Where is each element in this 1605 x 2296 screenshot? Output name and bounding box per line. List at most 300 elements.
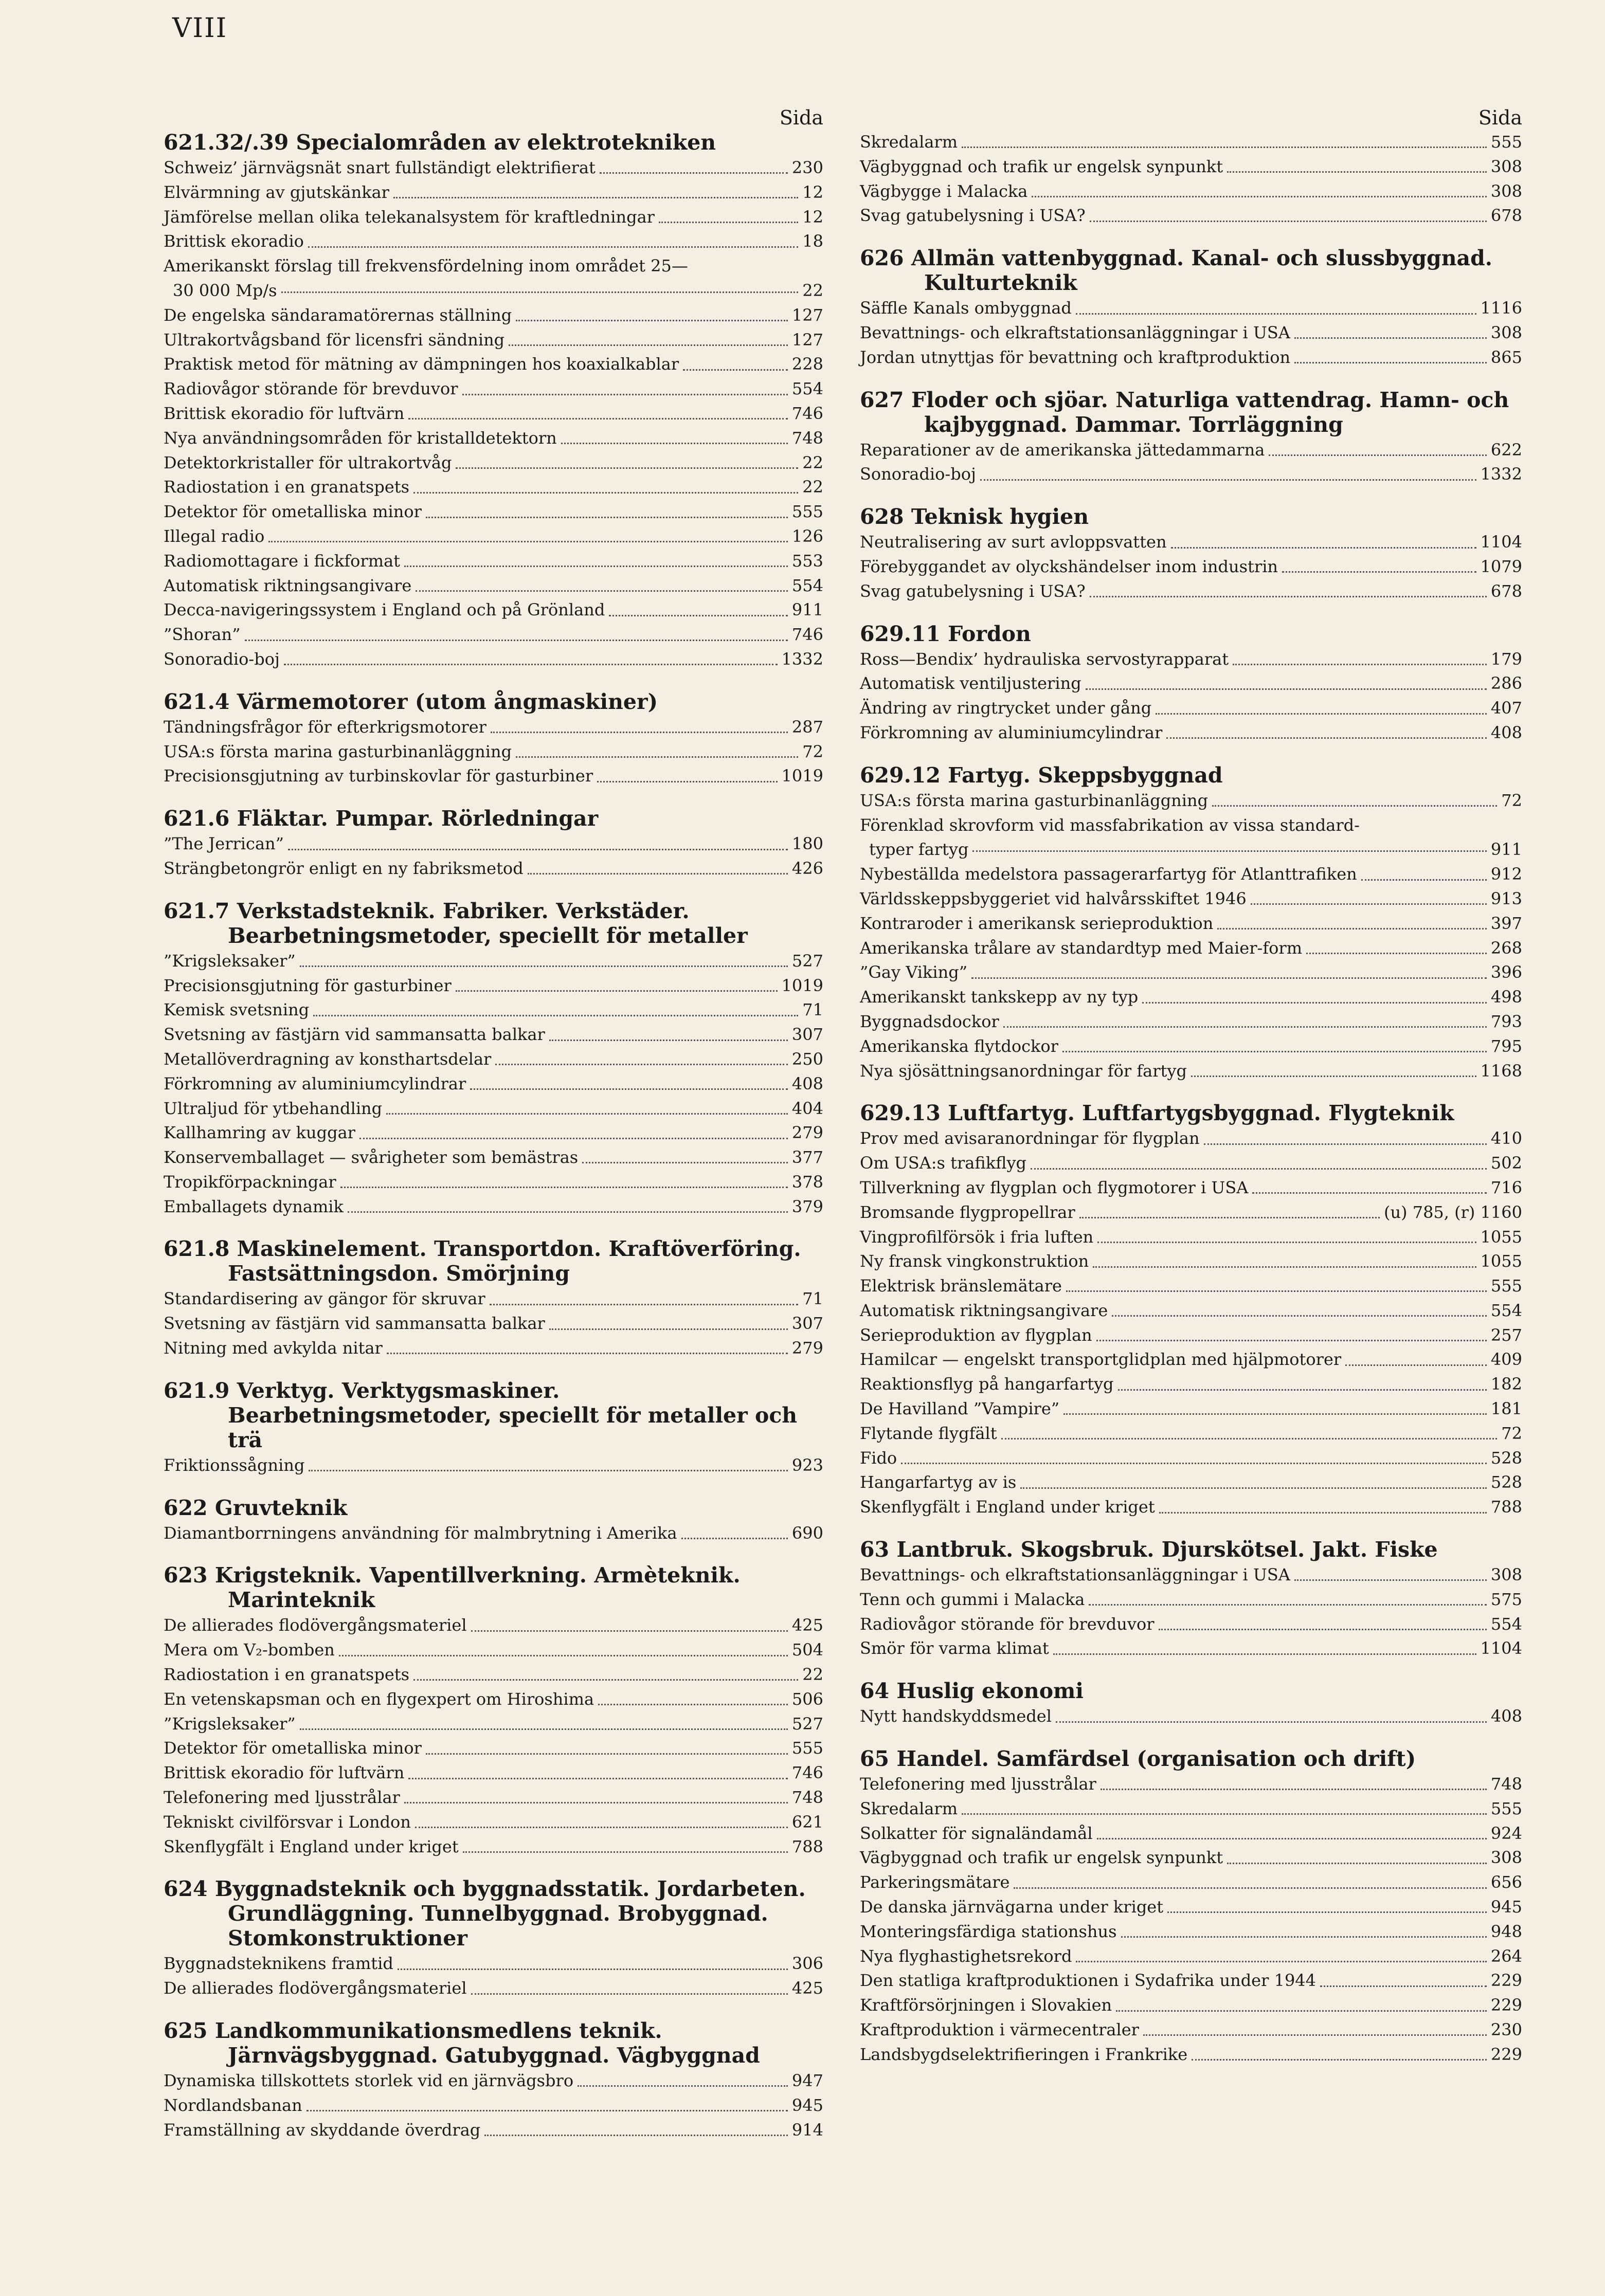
entry-title: Förenklad skrovform vid massfabrikation av vissa standard-: [860, 815, 1360, 835]
leader-dots: [1076, 313, 1476, 315]
index-section: [860, 504, 1522, 604]
leader-dots: [398, 1969, 788, 1970]
leader-dots: [413, 1679, 798, 1681]
index-entry: [164, 1145, 823, 1170]
entry-title: Reparationer av de amerikanska jättedammarna: [860, 440, 1265, 460]
entry-title: Svetsning av fästjärn vid sammansatta balkar: [164, 1314, 545, 1334]
index-section: [164, 806, 823, 881]
index-entry: [860, 1563, 1522, 1588]
leader-dots: [528, 873, 788, 874]
entry-title: Ändring av ringtrycket under gång: [860, 698, 1152, 718]
index-entry: [164, 1336, 823, 1361]
index-entry: [860, 1612, 1522, 1637]
leader-dots: [386, 1113, 788, 1115]
entry-title: Precisionsgjutning för gasturbiner: [164, 975, 452, 995]
leader-dots: [288, 849, 788, 850]
entry-title: Den statliga kraftproduktionen i Sydafrika under 1944: [860, 1971, 1317, 1991]
section-heading: 621.4 Värmemotorer (utom ångmaskiner): [164, 689, 658, 714]
index-entry: [164, 156, 823, 180]
leader-dots: [1020, 1487, 1487, 1489]
index-section: [860, 1537, 1522, 1661]
entry-title: Om USA:s trafikflyg: [860, 1153, 1026, 1173]
entry-page-number: 498: [1490, 987, 1522, 1007]
entry-title: Radiovågor störande för brevduvor: [164, 379, 458, 399]
index-entry: [860, 462, 1522, 487]
index-entry: [164, 1047, 823, 1072]
entry-page-number: 127: [791, 305, 823, 325]
leader-dots: [980, 479, 1476, 481]
leader-dots: [1217, 928, 1487, 930]
entry-title: Tropikförpackningar: [164, 1172, 336, 1192]
leader-dots: [1096, 1340, 1487, 1341]
entry-page-number: 229: [1490, 1971, 1522, 1991]
leader-dots: [470, 1088, 788, 1090]
index-entry: [860, 1797, 1522, 1821]
leader-dots: [1066, 1290, 1487, 1292]
section-heading: 621.7 Verkstadsteknik. Fabriker. Verkstäder. Bearbetningsmetoder, speciellt för metaller: [164, 898, 748, 948]
leader-dots: [1227, 171, 1487, 173]
entry-title: Svag gatubelysning i USA?: [860, 581, 1086, 601]
entry-title: Förebyggandet av olyckshändelser inom industrin: [860, 556, 1278, 576]
leader-dots: [1014, 1887, 1486, 1889]
index-entry: [860, 204, 1522, 228]
entry-title: De allierades flodövergångsmateriel: [164, 1978, 467, 1998]
entry-title: Bevattnings- och elkraftstationsanläggningar i USA: [860, 322, 1290, 342]
index-entry: [164, 229, 823, 254]
entry-title: Vägbyggnad och trafik ur engelsk synpunkt: [860, 1848, 1223, 1868]
leader-dots: [659, 222, 798, 223]
entry-title: Telefonering med ljusstrålar: [860, 1774, 1096, 1794]
index-entry: [860, 1200, 1522, 1225]
index-entry: [164, 524, 823, 549]
entry-title: Metallöverdragning av konsthartsdelar: [164, 1049, 492, 1069]
entry-title: Strängbetongrör enligt en ny fabriksmetod: [164, 858, 524, 878]
index-entry: [860, 1422, 1522, 1446]
entry-page-number: 554: [1490, 1300, 1522, 1320]
entry-page-number: 746: [791, 403, 823, 423]
entry-page-number: 912: [1490, 864, 1522, 884]
index-section: [164, 1378, 823, 1478]
entry-title: ”Krigsleksaker”: [164, 951, 296, 971]
leader-dots: [490, 1304, 799, 1305]
entry-page-number: 250: [791, 1049, 823, 1069]
leader-dots: [1097, 1838, 1487, 1839]
entry-page-number: 678: [1490, 581, 1522, 601]
leader-dots: [1089, 1604, 1487, 1606]
index-entry: [860, 2043, 1522, 2067]
section-heading: 63 Lantbruk. Skogsbruk. Djurskötsel. Jakt. Fiske: [860, 1537, 1438, 1562]
leader-dots: [962, 147, 1487, 148]
index-entry: [860, 1846, 1522, 1870]
entry-page-number: 307: [791, 1025, 823, 1045]
entry-page-number: 504: [791, 1640, 823, 1660]
leader-dots: [1076, 1961, 1487, 1962]
section-heading: 621.8 Maskinelement. Transportdon. Kraftöverföring. Fastsättningsdon. Smörjning: [164, 1236, 801, 1286]
entry-title: Nya flyghastighetsrekord: [860, 1946, 1072, 1966]
entry-page-number: 923: [791, 1455, 823, 1475]
entry-page-number: 182: [1490, 1374, 1522, 1394]
index-entry: [164, 1835, 823, 1860]
entry-page-number: 924: [1490, 1823, 1522, 1843]
leader-dots: [1032, 196, 1487, 197]
right-sections: [860, 130, 1522, 2067]
index-entry: [164, 500, 823, 524]
leader-dots: [416, 590, 788, 592]
entry-title: Ultrakortvågsband för licensfri sändning: [164, 330, 505, 350]
leader-dots: [462, 394, 788, 395]
entry-title: USA:s första marina gasturbinanläggning: [860, 790, 1209, 810]
leader-dots: [1361, 879, 1487, 881]
entry-page-number: 230: [1490, 2020, 1522, 2040]
index-entry: [860, 530, 1522, 555]
index-entry: [860, 1034, 1522, 1059]
entry-page-number: 746: [791, 625, 823, 645]
entry-page-number: 788: [1490, 1497, 1522, 1517]
index-entry: [860, 345, 1522, 370]
entry-page-number: 678: [1490, 206, 1522, 226]
leader-dots: [408, 418, 788, 420]
section-heading: 65 Handel. Samfärdsel (organisation och drift): [860, 1746, 1416, 1772]
leader-dots: [245, 640, 788, 641]
leader-dots: [1142, 1002, 1487, 1004]
entry-page-number: 426: [791, 858, 823, 878]
leader-dots: [549, 1328, 788, 1330]
entry-page-number: 409: [1490, 1350, 1522, 1370]
entry-page-number: 502: [1490, 1153, 1522, 1173]
entry-title: Amerikanska trålare av standardtyp med Maier-form: [860, 938, 1303, 958]
entry-page-number: 22: [802, 477, 823, 497]
entry-page-number: 229: [1490, 1995, 1522, 2015]
leader-dots: [1212, 805, 1497, 807]
entry-title: Vägbygge i Malacka: [860, 181, 1028, 201]
index-entry: [860, 696, 1522, 721]
leader-dots: [415, 1827, 788, 1828]
section-heading: 623 Krigsteknik. Vapentillverkning. Armèteknik. Marinteknik: [164, 1563, 741, 1613]
leader-dots: [962, 1813, 1487, 1815]
entry-title: De Havilland ”Vampire”: [860, 1399, 1060, 1419]
leader-dots: [1159, 1629, 1487, 1630]
entry-page-number: 748: [1490, 1774, 1522, 1794]
index-entry: [860, 1993, 1522, 2018]
entry-page-number: 1104: [1480, 532, 1522, 552]
leader-dots: [1191, 1076, 1476, 1077]
index-entry: [164, 857, 823, 881]
leader-dots: [681, 1538, 788, 1539]
leader-dots: [1063, 1413, 1487, 1415]
index-entry: [860, 2018, 1522, 2043]
entry-page-number: 425: [791, 1615, 823, 1635]
entry-title: Radiostation i en granatspets: [164, 477, 410, 497]
entry-page-number: 746: [791, 1763, 823, 1783]
leader-dots: [456, 990, 778, 992]
leader-dots: [1294, 337, 1487, 339]
entry-title: Elektrisk bränslemätare: [860, 1276, 1062, 1296]
entry-title: Kemisk svetsning: [164, 1000, 310, 1020]
entry-page-number: 555: [791, 502, 823, 522]
entry-page-number: 229: [1490, 2044, 1522, 2064]
leader-dots: [1121, 1936, 1487, 1938]
leader-dots: [1159, 1512, 1487, 1514]
index-entry: [860, 1397, 1522, 1422]
entry-title: Brittisk ekoradio för luftvärn: [164, 403, 405, 423]
leader-dots: [1093, 1266, 1476, 1268]
section-heading: 625 Landkommunikationsmedlens teknik. Järnvägsbyggnad. Gatubyggnad. Vägbyggnad: [164, 2018, 760, 2068]
entry-title: Decca-navigeringssystem i England och på Grönland: [164, 600, 605, 620]
index-entry: [860, 555, 1522, 579]
leader-dots: [1269, 454, 1487, 456]
leader-dots: [1062, 1051, 1487, 1052]
entry-page-number: 945: [1490, 1897, 1522, 1917]
leader-dots: [426, 1753, 788, 1755]
entry-title: ”The Jerrican”: [164, 834, 284, 854]
index-entry: [860, 1588, 1522, 1612]
index-entry: [164, 303, 823, 328]
entry-title: Tenn och gummi i Malacka: [860, 1589, 1085, 1609]
index-entry: [860, 721, 1522, 745]
index-entry: [860, 789, 1522, 813]
index-entry: [860, 647, 1522, 672]
leader-dots: [549, 1040, 788, 1041]
entry-title: Nybeställda medelstora passagerarfartyg för Atlanttrafiken: [860, 864, 1357, 884]
entry-title: Reaktionsflyg på hangarfartyg: [860, 1374, 1114, 1394]
index-entry: [860, 1969, 1522, 1993]
left-column: [164, 105, 823, 2142]
entry-page-number: 404: [791, 1098, 823, 1118]
entry-title: Nytt handskyddsmedel: [860, 1706, 1052, 1726]
leader-dots: [404, 566, 788, 567]
entry-page-number: 911: [791, 600, 823, 620]
leader-dots: [495, 1064, 788, 1065]
index-entry: [860, 579, 1522, 604]
entry-title: Detektor för ometalliska minor: [164, 1738, 422, 1758]
leader-dots: [1171, 547, 1476, 549]
entry-title: Nitning med avkylda nitar: [164, 1338, 383, 1358]
entry-title: Telefonering med ljusstrålar: [164, 1788, 400, 1808]
entry-page-number: 1332: [1480, 464, 1522, 484]
index-entry: [860, 438, 1522, 463]
sida-label: Sida: [1478, 106, 1522, 129]
index-entry: [164, 377, 823, 402]
entry-title: Ross—Bendix’ hydrauliska servostyrapparat: [860, 649, 1229, 669]
leader-dots: [578, 2085, 788, 2087]
entry-page-number: 1332: [781, 649, 823, 669]
entry-page-number: 506: [791, 1689, 823, 1709]
entry-title: Flytande flygfält: [860, 1423, 997, 1443]
entry-title: Jämförelse mellan olika telekanalsystem för kraftledningar: [164, 207, 655, 227]
entry-title: Bevattnings- och elkraftstationsanläggningar i USA: [860, 1565, 1290, 1585]
index-entry: [860, 1249, 1522, 1274]
leader-dots: [683, 369, 788, 371]
index-entry: [860, 1323, 1522, 1348]
index-section: [164, 1496, 823, 1546]
entry-title: Skredalarm: [860, 1798, 958, 1818]
entry-page-number: (u) 785, (r) 1160: [1383, 1202, 1522, 1222]
index-entry: [164, 1736, 823, 1761]
index-entry: [860, 1495, 1522, 1520]
entry-page-number: 527: [791, 951, 823, 971]
leader-dots: [471, 1993, 788, 1995]
index-entry: [860, 1470, 1522, 1495]
entry-title: Tekniskt civilförsvar i London: [164, 1812, 411, 1832]
leader-dots: [1143, 2034, 1487, 2036]
entry-page-number: 71: [802, 1289, 823, 1309]
leader-dots: [1031, 1168, 1487, 1170]
entry-title: Radiomottagare i fickformat: [164, 551, 401, 571]
entry-title: Konservemballaget — svårigheter som bemästras: [164, 1147, 579, 1168]
index-entry: [860, 1704, 1522, 1729]
entry-title: Elvärmning av gjutskänkar: [164, 182, 389, 202]
leader-dots: [1320, 1985, 1487, 1987]
index-entry: [860, 985, 1522, 1010]
section-heading: 629.12 Fartyg. Skeppsbyggnad: [860, 762, 1223, 788]
index-entry: [860, 1176, 1522, 1200]
entry-page-number: 228: [791, 354, 823, 374]
index-entry: [860, 1059, 1522, 1084]
section-heading: 622 Gruvteknik: [164, 1495, 348, 1520]
entry-page-number: 72: [1501, 1423, 1522, 1443]
entry-title: Byggnadsteknikens framtid: [164, 1954, 393, 1974]
leader-dots: [393, 197, 798, 198]
index-section: [164, 1563, 823, 1859]
entry-title: Landsbygdselektrifieringen i Frankrike: [860, 2044, 1188, 2064]
entry-page-number: 527: [791, 1714, 823, 1734]
entry-title: Praktisk metod för mätning av dämpningen hos koaxialkablar: [164, 354, 679, 374]
entry-title: Precisionsgjutning av turbinskovlar för gasturbiner: [164, 766, 593, 786]
entry-page-number: 12: [802, 182, 823, 202]
leader-dots: [597, 781, 777, 782]
entry-title: Automatisk riktningsangivare: [164, 575, 412, 595]
leader-dots: [1112, 1315, 1487, 1317]
entry-title: USA:s första marina gasturbinanläggning: [164, 741, 512, 761]
entry-title: Sonoradio-boj: [164, 649, 280, 669]
entry-page-number: 407: [1490, 698, 1522, 718]
entry-page-number: 914: [791, 2120, 823, 2140]
entry-title: ”Gay Viking”: [860, 962, 968, 982]
entry-title: Neutralisering av surt avloppsvatten: [860, 532, 1167, 552]
section-heading: 626 Allmän vattenbyggnad. Kanal- och slussbyggnad. Kulturteknik: [860, 246, 1493, 296]
entry-page-number: 621: [791, 1812, 823, 1832]
entry-page-number: 408: [791, 1073, 823, 1094]
index-entry: [860, 1010, 1522, 1034]
index-entry: [860, 1920, 1522, 1944]
entry-page-number: 126: [791, 526, 823, 546]
index-entry: [860, 887, 1522, 912]
entry-title: Fido: [860, 1448, 897, 1468]
entry-page-number: 18: [802, 231, 823, 251]
index-section: [860, 1101, 1522, 1520]
index-entry: [164, 623, 823, 647]
leader-dots: [300, 965, 788, 967]
index-section: [164, 899, 823, 1219]
leader-dots: [561, 443, 788, 444]
index-entry: [860, 1151, 1522, 1176]
index-entry: [164, 1638, 823, 1663]
leader-dots: [413, 492, 798, 494]
entry-title: Tändningsfrågor för efterkrigsmotorer: [164, 717, 486, 737]
leader-dots: [313, 1015, 798, 1016]
leader-dots: [463, 1851, 788, 1853]
entry-page-number: 264: [1490, 1946, 1522, 1966]
entry-title: Schweiz’ järnvägsnät snart fullständigt elektrifierat: [164, 158, 596, 177]
leader-dots: [1294, 1579, 1487, 1581]
entry-page-number: 793: [1490, 1011, 1522, 1031]
index-entry: [164, 180, 823, 205]
entry-page-number: 690: [791, 1523, 823, 1543]
entry-title: Smör för varma klimat: [860, 1638, 1049, 1659]
entry-page-number: 279: [791, 1338, 823, 1358]
index-entry: [164, 1712, 823, 1737]
index-entry: [860, 936, 1522, 961]
entry-page-number: 945: [791, 2095, 823, 2115]
entry-page-number: 554: [791, 379, 823, 399]
leader-dots: [1118, 1389, 1487, 1391]
index-entry: [164, 451, 823, 476]
leader-dots: [284, 664, 778, 665]
entry-title: Friktionssågning: [164, 1455, 305, 1475]
entry-page-number: 425: [791, 1978, 823, 1998]
index-entry: [164, 1663, 823, 1687]
entry-page-number: 748: [791, 1788, 823, 1808]
leader-dots: [1227, 1863, 1487, 1864]
leader-dots: [1079, 1217, 1380, 1218]
index-entry: [164, 974, 823, 998]
index-entry: [164, 1810, 823, 1835]
entry-title: Förkromning av aluminiumcylindrar: [164, 1073, 466, 1094]
index-entry: [860, 813, 1522, 863]
index-entry: [860, 912, 1522, 936]
index-entry: [860, 1299, 1522, 1323]
index-section: [860, 246, 1522, 370]
entry-title: Radiovågor störande för brevduvor: [860, 1614, 1155, 1634]
leader-dots: [1056, 1721, 1487, 1723]
index-entry: [164, 328, 823, 353]
leader-dots: [281, 291, 799, 293]
entry-title: Automatisk ventiljustering: [860, 673, 1081, 694]
index-entry: [164, 832, 823, 857]
entry-page-number: 71: [802, 1000, 823, 1020]
index-entry: [164, 1521, 823, 1546]
leader-dots: [268, 541, 788, 542]
index-entry: [164, 1613, 823, 1638]
leader-dots: [600, 172, 788, 174]
index-entry: [164, 574, 823, 598]
entry-title: Automatisk riktningsangivare: [860, 1300, 1108, 1320]
index-entry: [860, 1126, 1522, 1151]
entry-page-number: 257: [1490, 1325, 1522, 1345]
leader-dots: [516, 756, 798, 758]
entry-title: Svetsning av fästjärn vid sammansatta balkar: [164, 1025, 545, 1045]
leader-dots: [1166, 737, 1487, 739]
index-entry: [164, 1311, 823, 1336]
leader-dots: [1252, 1192, 1487, 1194]
index-entry: [164, 2069, 823, 2093]
section-heading: 629.11 Fordon: [860, 621, 1031, 646]
entry-title: Byggnadsdockor: [860, 1011, 999, 1031]
entry-page-number: 72: [1501, 790, 1522, 810]
index-entry: [860, 1274, 1522, 1299]
entry-page-number: 947: [791, 2071, 823, 2091]
entry-page-number: 1168: [1480, 1061, 1522, 1081]
leader-dots: [1086, 688, 1487, 690]
leader-dots: [306, 2110, 788, 2111]
entry-page-number: 1055: [1480, 1227, 1522, 1247]
leader-dots: [1101, 1789, 1487, 1790]
entry-title: Solkatter för signaländamål: [860, 1823, 1093, 1843]
index-section: [860, 1746, 1522, 2067]
entry-page-number: 911: [1490, 840, 1522, 860]
entry-page-number: 308: [1490, 322, 1522, 342]
leader-dots: [309, 1470, 787, 1471]
